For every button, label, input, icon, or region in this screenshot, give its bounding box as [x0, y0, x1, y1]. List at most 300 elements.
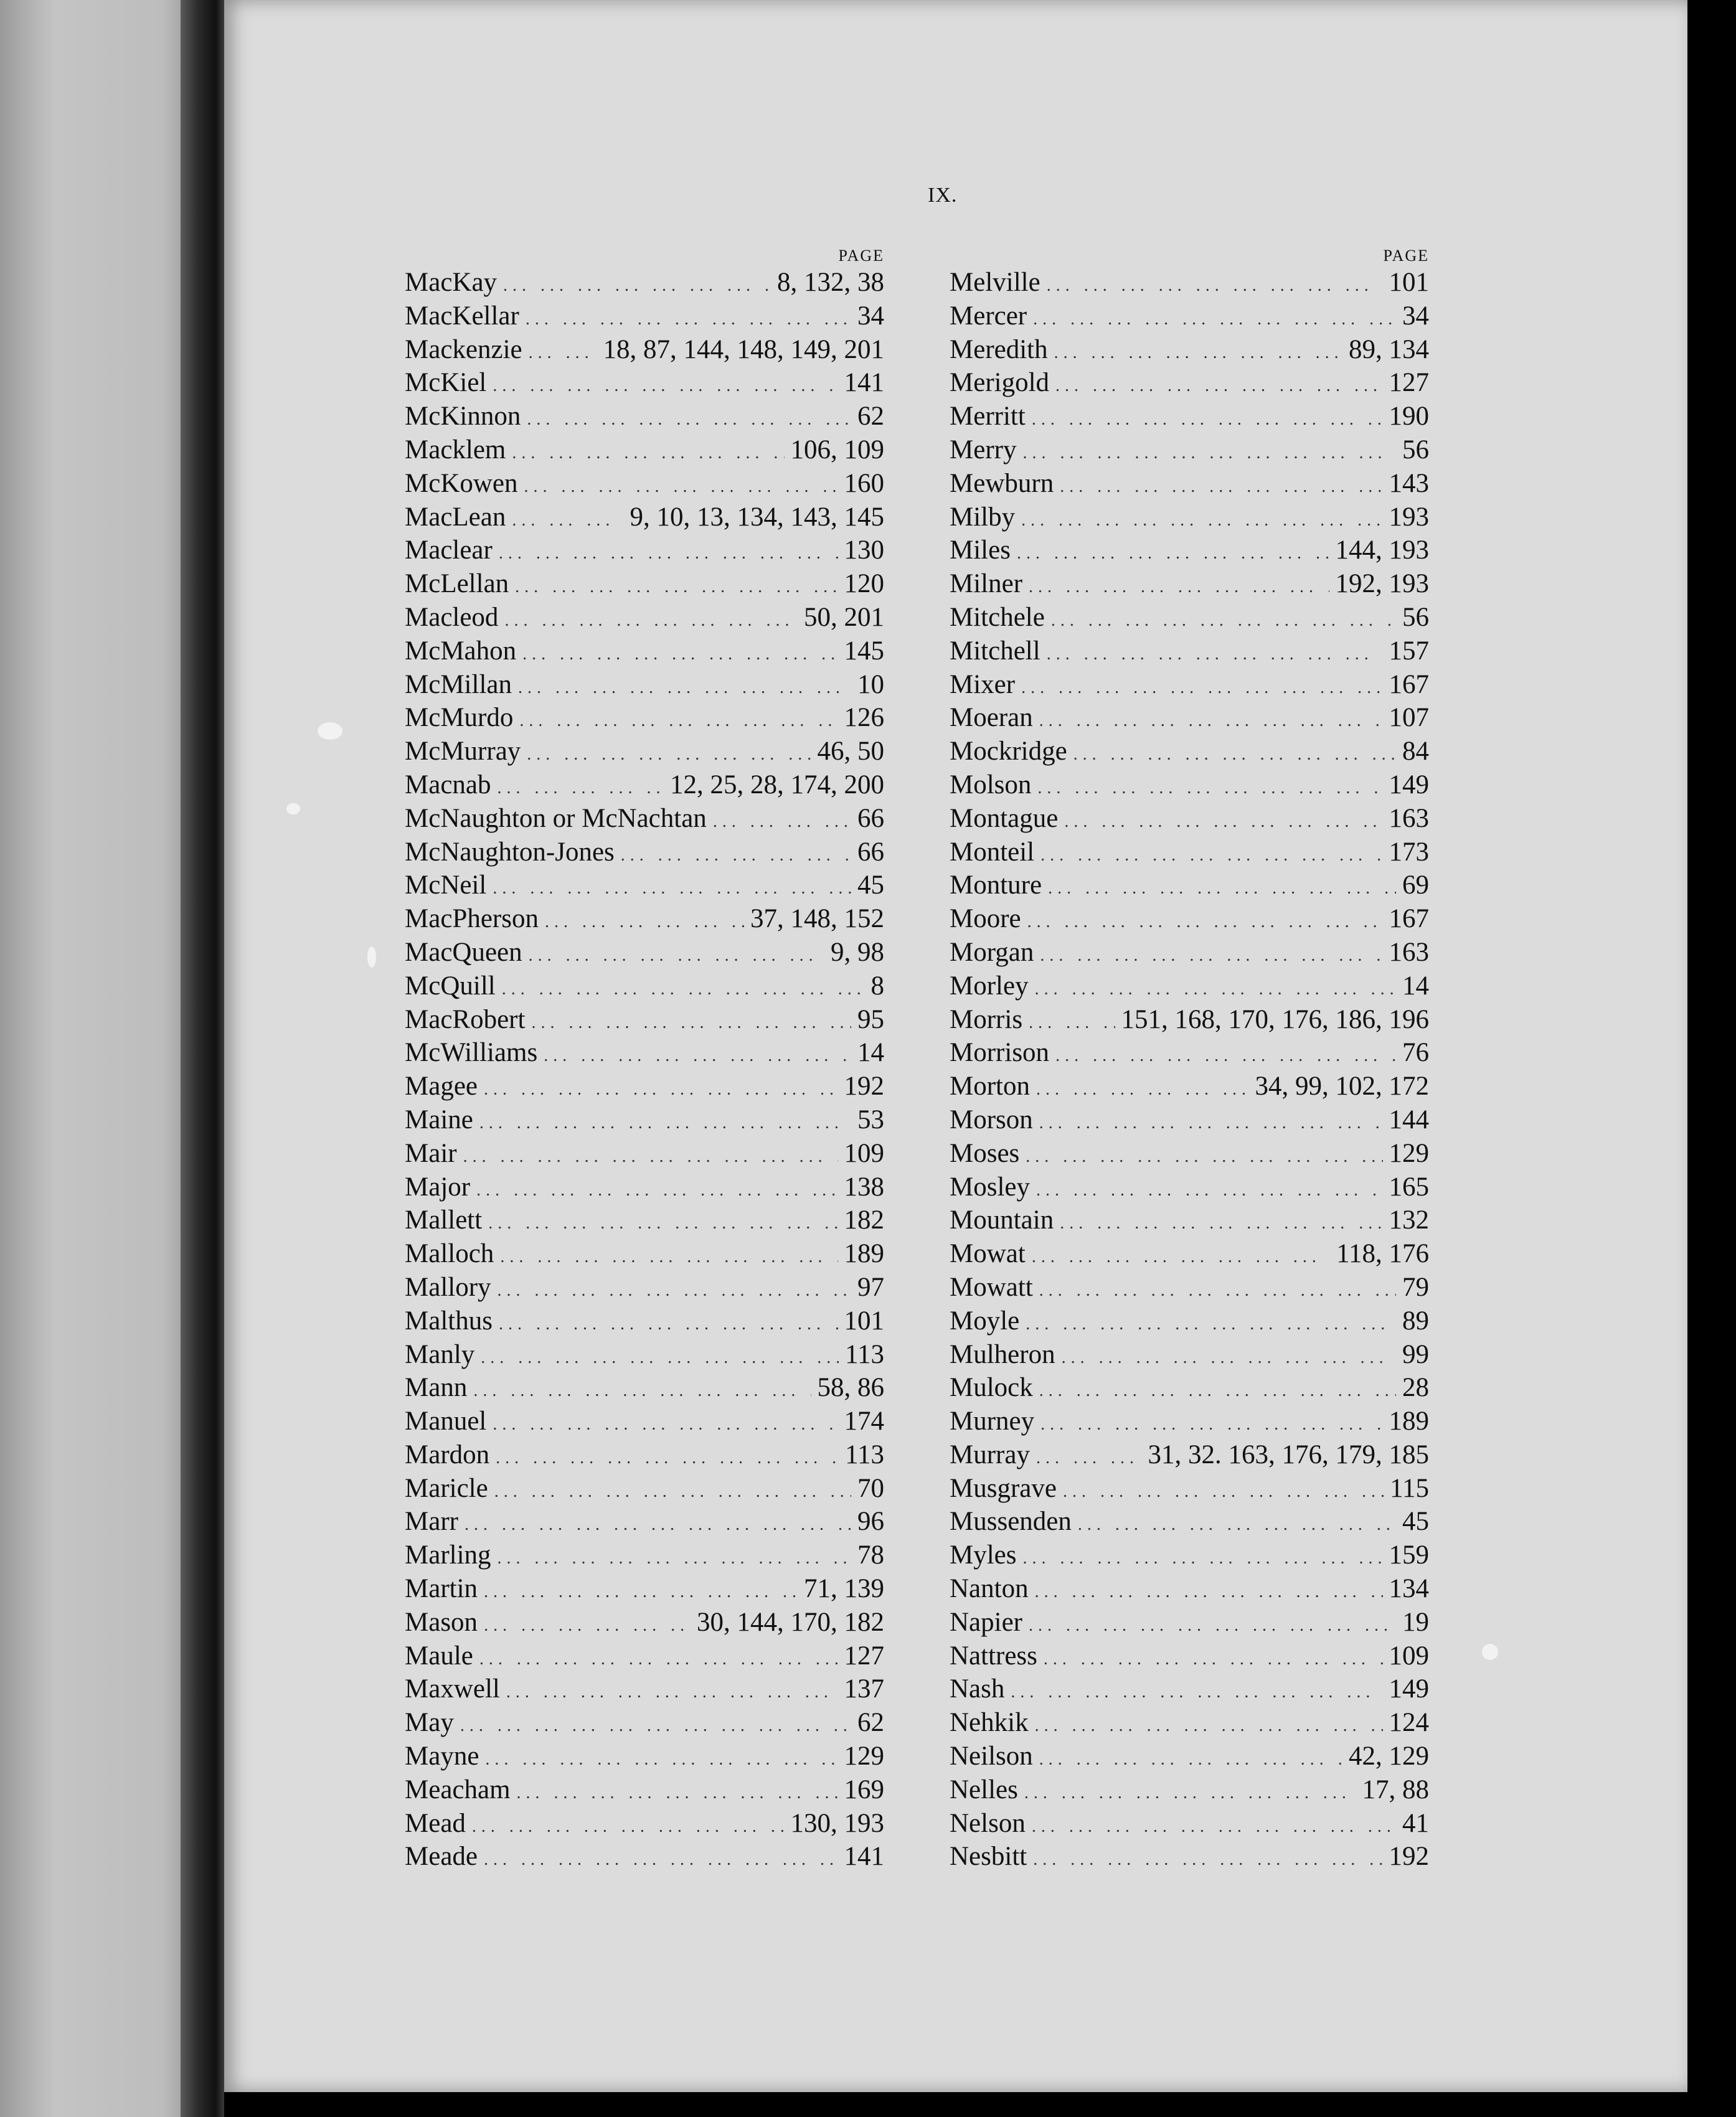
leader-dots [1017, 537, 1329, 567]
entry-page-numbers: 124 [1389, 1708, 1429, 1738]
entry-page-numbers: 130, 193 [790, 1808, 884, 1838]
entry-surname: McLellan [405, 569, 509, 599]
entry-page-numbers: 78 [857, 1540, 884, 1570]
index-entry [950, 1472, 1429, 1506]
entry-page-numbers: 192 [844, 1072, 884, 1101]
entry-page-numbers: 99 [1402, 1339, 1429, 1369]
index-entries [950, 266, 1429, 1874]
leader-dots [503, 269, 771, 299]
entry-page-numbers: 97 [857, 1272, 884, 1302]
index-entry [405, 802, 884, 836]
entry-page-numbers: 28 [1402, 1373, 1429, 1403]
index-entry [405, 1606, 884, 1639]
entry-surname: Maclear [405, 535, 493, 565]
index-entry [950, 1338, 1429, 1372]
leader-dots [473, 1374, 811, 1405]
index-entry [405, 1070, 884, 1103]
entry-surname: McMahon [405, 636, 517, 666]
index-entry [950, 333, 1429, 367]
entry-surname: Mann [405, 1373, 468, 1403]
entry-page-numbers: 192 [1389, 1842, 1429, 1872]
index-entry [950, 1740, 1429, 1773]
entry-page-numbers: 189 [1389, 1407, 1429, 1436]
leader-dots [1029, 570, 1329, 601]
index-entry [405, 668, 884, 702]
leader-dots [515, 570, 837, 601]
index-entry [405, 467, 884, 501]
entry-page-numbers: 62 [857, 402, 884, 431]
index-entry [950, 1706, 1429, 1740]
entry-surname: Mulheron [950, 1339, 1055, 1369]
leader-dots [512, 436, 784, 467]
entry-page-numbers: 95 [857, 1004, 884, 1034]
index-entry [950, 1036, 1429, 1070]
index-entry [950, 1639, 1429, 1673]
entry-page-numbers: 182 [844, 1205, 884, 1235]
entry-page-numbers: 10 [857, 669, 884, 699]
entry-page-numbers: 19 [1402, 1607, 1429, 1637]
leader-dots [498, 771, 664, 802]
index-entry [950, 802, 1429, 836]
entry-surname: Morson [950, 1105, 1033, 1134]
entry-surname: Nesbitt [950, 1842, 1027, 1872]
index-entry [950, 299, 1429, 333]
entry-page-numbers: 66 [857, 837, 884, 867]
entry-surname: Molson [950, 770, 1032, 799]
index-entry [950, 735, 1429, 768]
leader-dots [498, 1274, 851, 1304]
leader-dots [526, 303, 851, 333]
index-entry [405, 836, 884, 869]
entry-page-numbers: 157 [1389, 636, 1429, 666]
index-entry [950, 701, 1429, 735]
entry-surname: McMurdo [405, 703, 514, 733]
entry-page-numbers: 31, 32. 163, 176, 179, 185 [1148, 1440, 1429, 1469]
index-entry [950, 1171, 1429, 1204]
index-entry [950, 1204, 1429, 1237]
entry-surname: Marr [405, 1507, 458, 1537]
leader-dots [1054, 336, 1342, 367]
entry-page-numbers: 46, 50 [817, 737, 884, 766]
index-entry [950, 668, 1429, 702]
leader-dots [1032, 1810, 1396, 1841]
entry-surname: Neilson [950, 1742, 1033, 1771]
index-entry [405, 1572, 884, 1606]
entry-page-numbers: 96 [857, 1507, 884, 1537]
entry-surname: Meredith [950, 334, 1048, 364]
entry-page-numbers: 143 [1389, 468, 1429, 498]
index-entry [950, 400, 1429, 433]
entry-page-numbers: 34, 99, 102, 172 [1255, 1072, 1429, 1101]
entry-page-numbers: 120 [844, 569, 884, 599]
entry-page-numbers: 50, 201 [804, 602, 884, 632]
index-entry [405, 1137, 884, 1171]
index-entry [950, 969, 1429, 1003]
index-entry [950, 1371, 1429, 1405]
entry-page-numbers: 30, 144, 170, 182 [697, 1607, 884, 1637]
leader-dots [1055, 1039, 1396, 1070]
leader-dots [1032, 1240, 1330, 1271]
entry-surname: Merry [950, 435, 1017, 464]
leader-dots [493, 369, 837, 400]
leader-dots [1060, 470, 1382, 501]
entry-page-numbers: 106, 109 [790, 435, 884, 464]
leader-dots [1064, 805, 1382, 836]
entry-surname: McNeil [405, 870, 487, 900]
leader-dots [1026, 1140, 1382, 1171]
leader-dots [488, 1207, 837, 1237]
leader-dots [463, 1140, 838, 1171]
entry-surname: Manly [405, 1339, 475, 1369]
index-entry [950, 1237, 1429, 1271]
entry-surname: Milner [950, 569, 1023, 599]
entry-surname: Napier [950, 1607, 1022, 1637]
entry-surname: Maine [405, 1105, 473, 1134]
entry-surname: Macleod [405, 602, 499, 632]
index-entry [405, 1304, 884, 1338]
entry-page-numbers: 129 [844, 1742, 884, 1771]
entry-page-numbers: 8, 132, 38 [777, 268, 884, 297]
leader-dots [484, 1843, 838, 1874]
leader-dots [1063, 1475, 1384, 1506]
index-entry [950, 869, 1429, 902]
index-entry [405, 501, 884, 534]
entry-surname: Mitchele [950, 602, 1045, 632]
entry-page-numbers: 109 [1389, 1641, 1429, 1671]
entry-page-numbers: 190 [1389, 402, 1429, 431]
leader-dots [621, 839, 851, 869]
entry-page-numbers: 107 [1389, 703, 1429, 733]
leader-dots [1032, 403, 1383, 433]
entry-page-numbers: 101 [1389, 268, 1429, 297]
index-entry [405, 1505, 884, 1539]
entry-page-numbers: 115 [1390, 1473, 1429, 1503]
index-entry [950, 1572, 1429, 1606]
entry-surname: Mackenzie [405, 334, 522, 364]
leader-dots [1024, 1776, 1356, 1807]
index-entry [950, 501, 1429, 534]
entry-surname: Mead [405, 1808, 466, 1838]
index-entry [405, 433, 884, 467]
index-entry [405, 1706, 884, 1740]
index-entry [950, 534, 1429, 567]
entry-surname: Moyle [950, 1306, 1020, 1336]
entry-surname: Morrison [950, 1038, 1050, 1068]
entry-page-numbers: 113 [845, 1440, 884, 1469]
index-entry [950, 567, 1429, 601]
index-entry [405, 768, 884, 802]
leader-dots [1048, 872, 1396, 902]
entry-surname: Murney [950, 1407, 1035, 1436]
leader-dots [460, 1709, 851, 1740]
leader-dots [1078, 1508, 1396, 1539]
entry-page-numbers: 56 [1402, 435, 1429, 464]
entry-page-numbers: 71, 139 [804, 1574, 884, 1604]
leader-dots [1029, 1006, 1115, 1037]
entry-surname: Nehkik [950, 1708, 1029, 1738]
entry-page-numbers: 192, 193 [1335, 569, 1429, 599]
index-entry [405, 902, 884, 936]
entry-page-numbers: 118, 176 [1336, 1239, 1429, 1269]
entry-page-numbers: 45 [1402, 1507, 1429, 1537]
leader-dots [472, 1810, 785, 1841]
entry-surname: Musgrave [950, 1473, 1057, 1503]
leader-dots [1033, 303, 1396, 333]
leader-dots [1033, 1843, 1382, 1874]
leader-dots [496, 1441, 839, 1472]
entry-surname: May [405, 1708, 454, 1738]
leader-dots [502, 973, 865, 1003]
entry-page-numbers: 137 [844, 1674, 884, 1704]
entry-surname: McQuill [405, 971, 496, 1001]
entry-page-numbers: 14 [1402, 971, 1429, 1001]
entry-page-numbers: 109 [844, 1138, 884, 1168]
entry-surname: Mockridge [950, 737, 1067, 766]
index-column-right [950, 246, 1429, 1874]
index-entry [405, 1840, 884, 1874]
leader-dots [517, 1776, 838, 1807]
index-entry [405, 1171, 884, 1204]
index-entry [950, 1003, 1429, 1037]
index-entry [950, 634, 1429, 668]
index-entry [950, 467, 1429, 501]
leader-dots [485, 1743, 837, 1773]
entry-surname: Martin [405, 1574, 478, 1604]
leader-dots [1035, 1575, 1383, 1606]
leader-dots [527, 738, 811, 768]
index-entry [405, 534, 884, 567]
entry-surname: Moses [950, 1138, 1020, 1168]
entry-page-numbers: 45 [857, 870, 884, 900]
leader-dots [1023, 1542, 1383, 1572]
leader-dots [1026, 1308, 1396, 1338]
entry-page-numbers: 129 [1389, 1138, 1429, 1168]
entry-surname: MacPherson [405, 904, 539, 934]
entry-surname: MacRobert [405, 1004, 526, 1034]
entry-surname: Magee [405, 1072, 478, 1101]
entry-surname: Marling [405, 1540, 491, 1570]
entry-page-numbers: 89, 134 [1349, 334, 1429, 364]
entry-page-numbers: 144 [1389, 1105, 1429, 1134]
entry-surname: Major [405, 1172, 471, 1202]
leader-dots [484, 1609, 691, 1639]
leader-dots [500, 1240, 837, 1271]
entry-page-numbers: 149 [1389, 770, 1429, 799]
index-entry [950, 601, 1429, 634]
leader-dots [504, 604, 798, 634]
leader-dots [1036, 1174, 1383, 1204]
facing-page-edge [0, 0, 181, 2117]
entry-surname: McNaughton-Jones [405, 837, 615, 867]
entry-page-numbers: 127 [1389, 368, 1429, 398]
entry-surname: Morley [950, 971, 1029, 1001]
entry-page-numbers: 70 [857, 1473, 884, 1503]
entry-page-numbers: 144, 193 [1335, 535, 1429, 565]
entry-surname: Mulock [950, 1373, 1033, 1403]
index-entry [405, 634, 884, 668]
entry-page-numbers: 132 [1389, 1205, 1429, 1235]
leader-dots [484, 1575, 798, 1606]
entry-surname: Nattress [950, 1641, 1037, 1671]
index-entry [950, 1807, 1429, 1841]
leader-dots [1035, 1709, 1383, 1740]
entry-page-numbers: 193 [1389, 502, 1429, 532]
entry-page-numbers: 126 [844, 703, 884, 733]
entry-surname: MacKay [405, 268, 498, 297]
entry-surname: Monteil [950, 837, 1035, 867]
entry-surname: Mair [405, 1138, 457, 1168]
entry-surname: Moeran [950, 703, 1033, 733]
entry-surname: Meade [405, 1842, 478, 1872]
leader-dots [713, 805, 851, 836]
index-entry [950, 366, 1429, 400]
entry-page-numbers: 141 [844, 1842, 884, 1872]
leader-dots [519, 704, 837, 735]
leader-dots [1021, 671, 1382, 702]
leader-dots [1062, 1341, 1396, 1372]
entry-page-numbers: 9, 10, 13, 134, 143, 145 [630, 502, 884, 532]
index-entry [950, 1840, 1429, 1874]
leader-dots [1039, 1274, 1396, 1304]
leader-dots [545, 905, 744, 936]
entry-page-numbers: 14 [857, 1038, 884, 1068]
leader-dots [1060, 1207, 1382, 1237]
index-entry [405, 299, 884, 333]
entry-surname: Mixer [950, 669, 1016, 699]
entry-page-numbers: 130 [844, 535, 884, 565]
index-entry [405, 735, 884, 768]
entry-page-numbers: 145 [844, 636, 884, 666]
entry-surname: Nelson [950, 1808, 1026, 1838]
index-entry [405, 333, 884, 367]
entry-surname: MacLean [405, 502, 506, 532]
entry-page-numbers: 37, 148, 152 [750, 904, 884, 934]
entry-surname: MacQueen [405, 937, 522, 967]
entry-surname: McMurray [405, 737, 521, 766]
index-entry [950, 1672, 1429, 1706]
leader-dots [493, 1408, 837, 1438]
entry-surname: Melville [950, 268, 1040, 297]
entry-page-numbers: 141 [844, 368, 884, 398]
paper-speck [1482, 1644, 1498, 1660]
entry-surname: Macklem [405, 435, 506, 464]
entry-surname: Mussenden [950, 1507, 1072, 1537]
entry-surname: Manuel [405, 1407, 487, 1436]
index-entry [950, 433, 1429, 467]
index-entry [950, 1304, 1429, 1338]
leader-dots [499, 537, 838, 567]
leader-dots [506, 1676, 838, 1706]
entry-surname: Mosley [950, 1172, 1030, 1202]
leader-dots [1021, 504, 1382, 534]
leader-dots [1040, 1408, 1382, 1438]
entry-page-numbers: 66 [857, 803, 884, 833]
page-column-header: PAGE [1383, 247, 1429, 265]
leader-dots [529, 336, 597, 367]
index-entry [405, 1405, 884, 1438]
entry-page-numbers: 189 [844, 1239, 884, 1269]
leader-dots [1037, 771, 1382, 802]
entry-surname: Milby [950, 502, 1016, 532]
entry-page-numbers: 159 [1389, 1540, 1429, 1570]
leader-dots [484, 1073, 838, 1103]
entry-page-numbers: 79 [1402, 1272, 1429, 1302]
entry-page-numbers: 113 [845, 1339, 884, 1369]
leader-dots [465, 1508, 851, 1539]
leader-dots [1027, 905, 1383, 936]
leader-dots [499, 1308, 838, 1338]
entry-page-numbers: 165 [1389, 1172, 1429, 1202]
entry-surname: McKinnon [405, 402, 521, 431]
entry-page-numbers: 101 [844, 1306, 884, 1336]
index-entry [950, 1539, 1429, 1572]
leader-dots [479, 1106, 851, 1137]
leader-dots [1022, 436, 1396, 467]
index-entry [950, 1405, 1429, 1438]
page-column-header: PAGE [838, 247, 884, 265]
entry-page-numbers: 84 [1402, 737, 1429, 766]
paper-speck [318, 722, 342, 740]
entry-surname: McMillan [405, 669, 512, 699]
entry-page-numbers: 17, 88 [1362, 1775, 1429, 1804]
entry-surname: Mardon [405, 1440, 490, 1469]
entry-page-numbers: 149 [1389, 1674, 1429, 1704]
index-entry [405, 1271, 884, 1304]
index-entry [405, 1740, 884, 1773]
index-entry [405, 1003, 884, 1037]
entry-surname: McKowen [405, 468, 518, 498]
entry-surname: Morton [950, 1072, 1030, 1101]
entry-surname: McNaughton or McNachtan [405, 803, 707, 833]
entry-page-numbers: 163 [1389, 937, 1429, 967]
leader-dots [1036, 1441, 1142, 1472]
entry-page-numbers: 138 [844, 1172, 884, 1202]
entry-surname: Malthus [405, 1306, 493, 1336]
leader-dots [493, 872, 851, 902]
entry-surname: Mercer [950, 301, 1027, 331]
entry-surname: Maule [405, 1641, 473, 1671]
entry-surname: Murray [950, 1440, 1030, 1469]
index-entry [950, 1438, 1429, 1472]
index-entry [950, 1271, 1429, 1304]
entry-page-numbers: 169 [844, 1775, 884, 1804]
index-entry [405, 366, 884, 400]
entry-surname: Miles [950, 535, 1011, 565]
entry-page-numbers: 163 [1389, 803, 1429, 833]
index-entry [950, 936, 1429, 969]
entry-surname: Mewburn [950, 468, 1054, 498]
entry-page-numbers: 41 [1402, 1808, 1429, 1838]
entry-surname: Merritt [950, 402, 1026, 431]
index-entry [405, 1472, 884, 1506]
entry-surname: Mayne [405, 1742, 479, 1771]
leader-dots [1036, 1073, 1249, 1103]
book-spine [181, 0, 224, 2117]
index-entry [405, 567, 884, 601]
entry-page-numbers: 12, 25, 28, 174, 200 [670, 770, 884, 799]
index-entry [405, 266, 884, 299]
index-entry [405, 1371, 884, 1405]
entry-surname: Monture [950, 870, 1042, 900]
entry-surname: Macnab [405, 770, 491, 799]
index-entry [405, 701, 884, 735]
leader-dots [1039, 704, 1383, 735]
index-entry [405, 400, 884, 433]
paper-speck [286, 803, 300, 814]
entry-page-numbers: 69 [1402, 870, 1429, 900]
leader-dots [481, 1341, 839, 1372]
leader-dots [1035, 973, 1396, 1003]
